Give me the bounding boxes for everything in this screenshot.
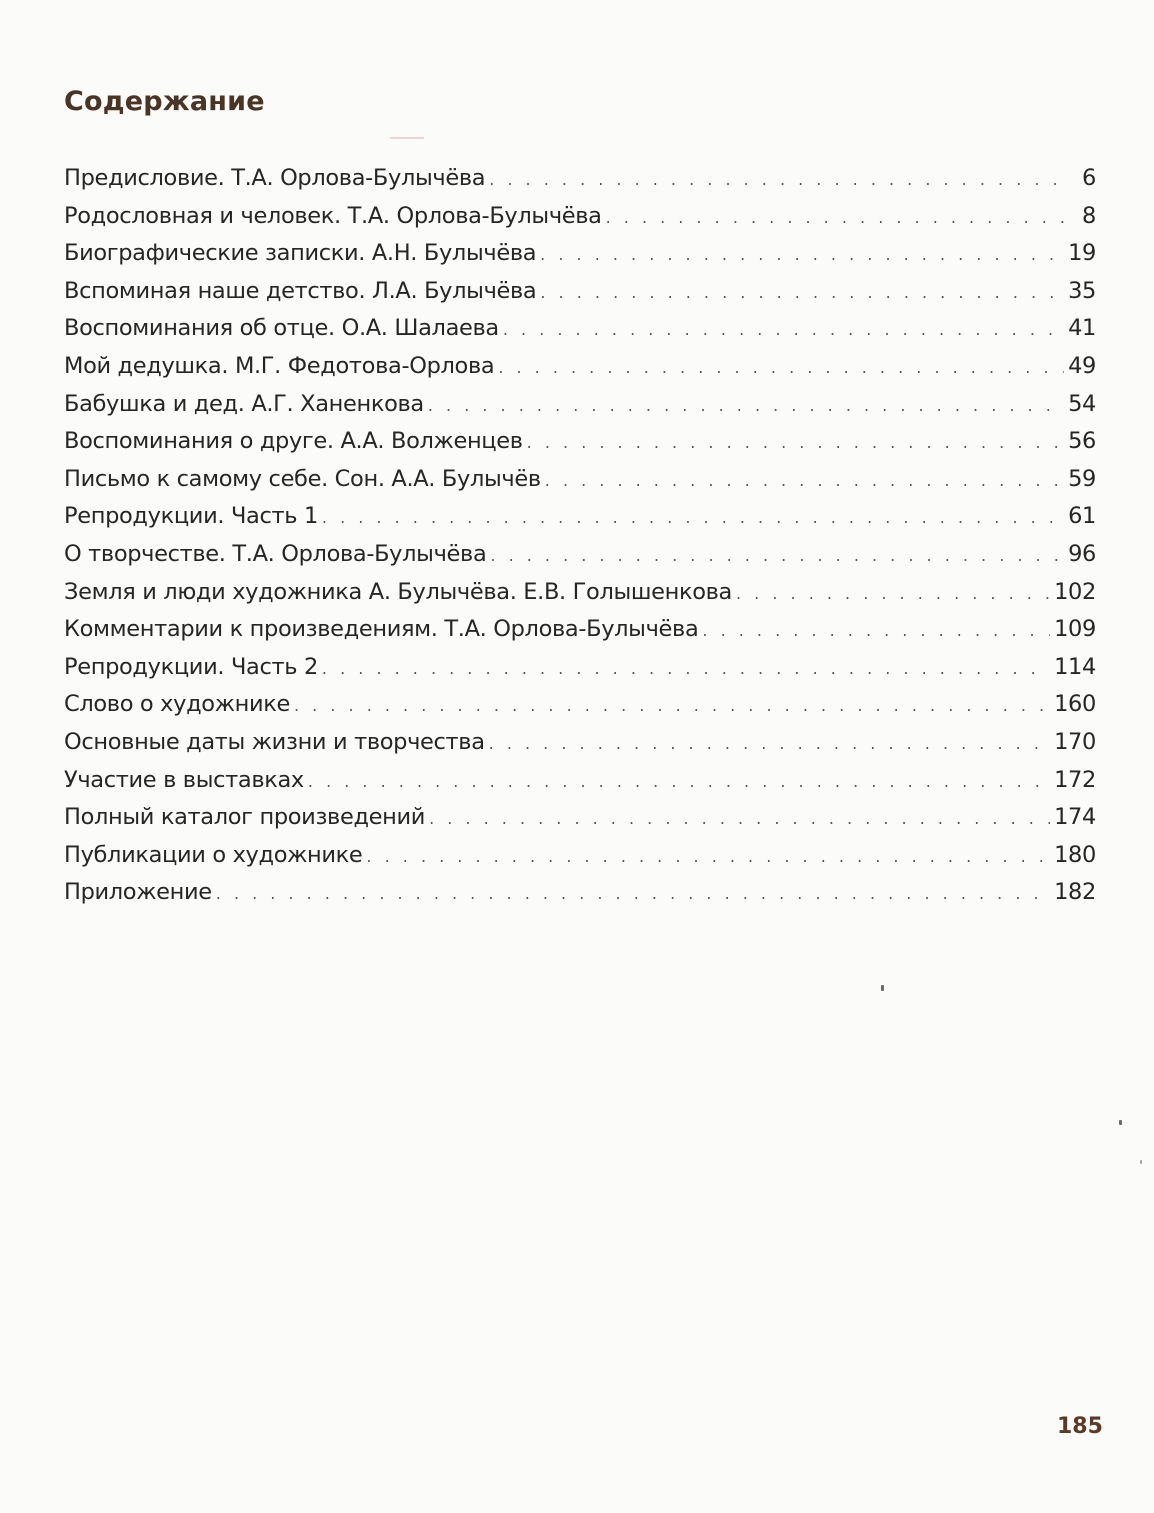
toc-entry-title: Земля и люди художника А. Булычёва. Е.В. Голышенкова <box>64 578 732 605</box>
toc-entry <box>64 198 1096 236</box>
toc-dot-leader <box>322 650 1050 688</box>
toc-entry-page: 35 <box>1068 277 1096 304</box>
toc-entry-page: 6 <box>1082 165 1096 191</box>
toc-entry <box>64 686 1096 724</box>
toc-entry-page: 170 <box>1054 728 1096 755</box>
toc-entry-title: Предисловие. Т.А. Орлова-Булычёва <box>64 165 486 191</box>
toc-dot-leader <box>540 274 1064 312</box>
toc-entry <box>64 461 1096 499</box>
toc-entry-title: Участие в выставках <box>64 766 304 793</box>
toc-dot-leader <box>545 462 1064 500</box>
toc-entry-title: Родословная и человек. Т.А. Орлова-Булычёва <box>64 202 602 229</box>
toc-entry-page: 182 <box>1054 879 1096 906</box>
toc-entry-page: 8 <box>1082 202 1096 229</box>
toc-entry-title: Приложение <box>64 879 212 906</box>
toc-entry-title: Воспоминания о друге. А.А. Волженцев <box>64 428 523 455</box>
toc-entry <box>64 423 1096 461</box>
toc-entry-page: 172 <box>1054 766 1096 793</box>
toc-entry-title: Комментарии к произведениям. Т.А. Орлова-Булычёва <box>64 616 699 643</box>
toc-entry-title: Полный каталог произведений <box>64 804 426 831</box>
toc-entry-title: Слово о художнике <box>64 691 290 718</box>
toc-entry-page: 109 <box>1054 616 1096 643</box>
toc-entry <box>64 799 1096 837</box>
toc-entry-page: 54 <box>1068 390 1096 417</box>
toc-dot-leader <box>308 763 1050 801</box>
toc-entry-page: 180 <box>1054 841 1096 868</box>
toc-dot-leader <box>503 311 1064 349</box>
toc-entry-page: 102 <box>1054 578 1096 605</box>
page-number: 185 <box>1057 1414 1103 1439</box>
toc-entry <box>64 611 1096 649</box>
toc-dot-leader <box>606 199 1072 237</box>
toc-entry <box>64 498 1096 536</box>
toc-entry <box>64 724 1096 762</box>
toc-entry <box>64 386 1096 424</box>
toc-entry <box>64 536 1096 574</box>
scan-speck <box>881 985 884 991</box>
toc-entry-title: Бабушка и дед. А.Г. Ханенкова <box>64 390 424 417</box>
toc-entry-title: Основные даты жизни и творчества <box>64 728 485 755</box>
toc-dot-leader <box>490 537 1064 575</box>
toc-dot-leader <box>429 800 1050 838</box>
toc-entry <box>64 649 1096 687</box>
toc-entry-page: 19 <box>1068 240 1096 267</box>
scan-smudge <box>390 137 424 139</box>
toc-entry-title: Биографические записки. А.Н. Булычёва <box>64 240 537 267</box>
toc-entry-title: Вспоминая наше детство. Л.А. Булычёва <box>64 277 537 304</box>
toc-entry-page: 160 <box>1054 691 1096 718</box>
toc-entry-page: 61 <box>1068 503 1096 530</box>
page-title: Содержание <box>64 86 265 117</box>
toc-entry <box>64 874 1096 912</box>
toc-dot-leader <box>294 687 1050 725</box>
scan-speck <box>1119 1120 1122 1125</box>
toc-entry <box>64 762 1096 800</box>
toc-entry-title: Письмо к самому себе. Сон. А.А. Булычёв <box>64 465 541 492</box>
toc-entry-title: Репродукции. Часть 1 <box>64 503 318 530</box>
toc-entry <box>64 837 1096 875</box>
toc-entry-title: Репродукции. Часть 2 <box>64 653 318 680</box>
toc-entry-title: О творчестве. Т.А. Орлова-Булычёва <box>64 540 487 567</box>
toc-dot-leader <box>702 612 1050 650</box>
toc-entry-page: 49 <box>1068 352 1096 379</box>
toc-entry-page: 56 <box>1068 428 1096 455</box>
toc-entry-title: Публикации о художнике <box>64 841 363 868</box>
toc-dot-leader <box>489 161 1072 199</box>
toc-dot-leader <box>322 499 1064 537</box>
toc-dot-leader <box>216 875 1050 913</box>
toc-dot-leader <box>428 387 1064 425</box>
toc-entry-page: 41 <box>1068 315 1096 342</box>
toc-entry <box>64 273 1096 311</box>
toc-dot-leader <box>489 725 1050 763</box>
toc-dot-leader <box>366 838 1050 876</box>
toc-entry-page: 59 <box>1068 465 1096 492</box>
toc-dot-leader <box>540 236 1064 274</box>
toc-entry <box>64 348 1096 386</box>
toc-entry-page: 96 <box>1068 540 1096 567</box>
scan-speck <box>1140 1160 1142 1164</box>
toc-dot-leader <box>736 575 1050 613</box>
toc-entry <box>64 310 1096 348</box>
toc-entry <box>64 574 1096 612</box>
toc-entry-page: 174 <box>1054 804 1096 831</box>
toc-entry <box>64 160 1096 198</box>
toc-entry-title: Мой дедушка. М.Г. Федотова-Орлова <box>64 352 495 379</box>
table-of-contents <box>64 160 1096 912</box>
toc-entry-page: 114 <box>1054 653 1096 680</box>
toc-dot-leader <box>498 349 1064 387</box>
toc-dot-leader <box>527 424 1064 462</box>
toc-entry <box>64 235 1096 273</box>
toc-entry-title: Воспоминания об отце. О.А. Шалаева <box>64 315 499 342</box>
